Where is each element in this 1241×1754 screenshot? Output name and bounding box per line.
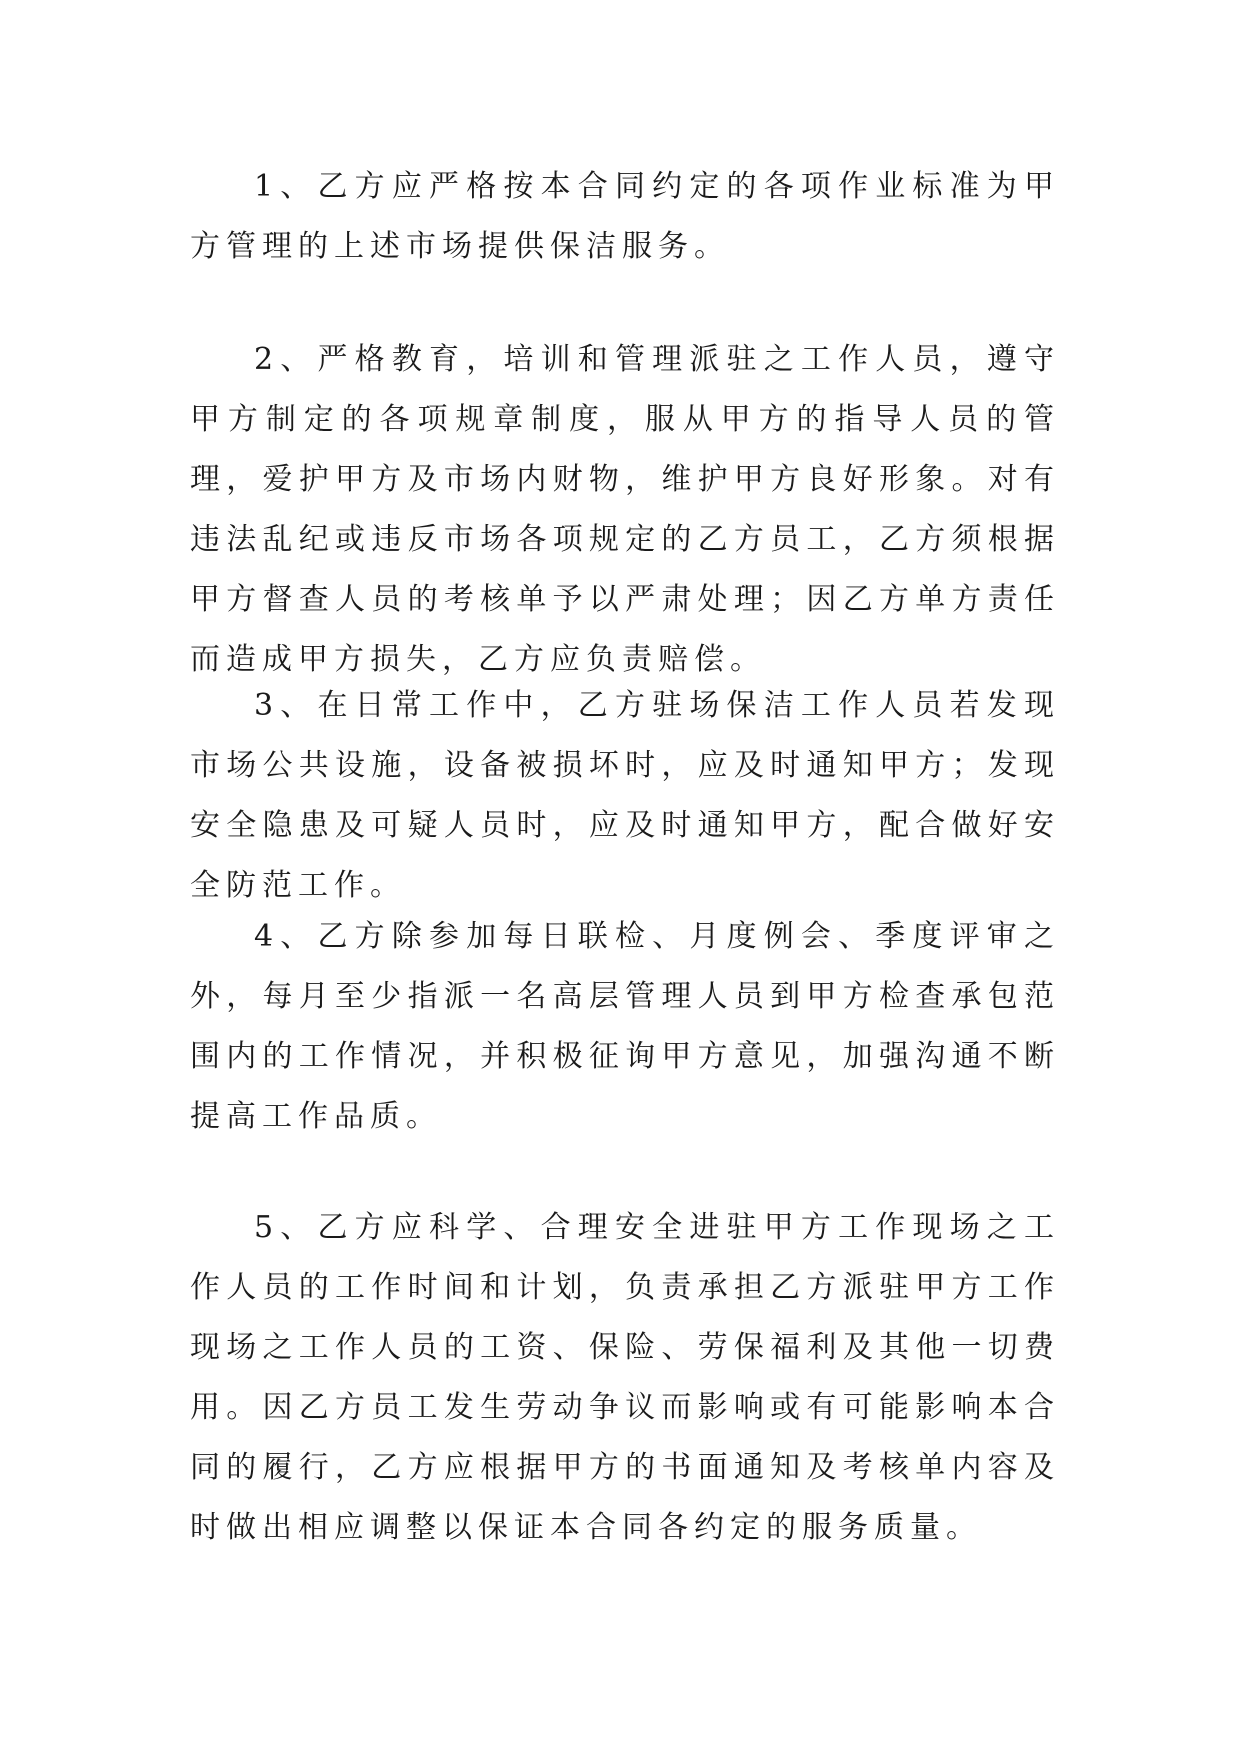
clause-2-paragraph: 2、严格教育，培训和管理派驻之工作人员，遵守甲方制定的各项规章制度，服从甲方的指导人员的管理，爱护甲方及市场内财物，维护甲方良好形象。对有违法乱纪或违反市场各项规定的乙方员工，乙方须根据甲方督查人员的考核单予以严肃处理；因乙方单方责任而造成甲方损失，乙方应负责赔偿。 — [190, 342, 1060, 677]
clause-5-paragraph: 5、乙方应科学、合理安全进驻甲方工作现场之工作人员的工作时间和计划，负责承担乙方派驻甲方工作现场之工作人员的工资、保险、劳保福利及其他一切费用。因乙方员工发生劳动争议而影响或有可能影响本合同的履行，乙方应根据甲方的书面通知及考核单内容及时做出相应调整以保证本合同各约定的服务质量。 — [190, 1210, 1060, 1545]
clause-3-paragraph: 3、在日常工作中，乙方驻场保洁工作人员若发现市场公共设施，设备被损坏时，应及时通知甲方；发现安全隐患及可疑人员时，应及时通知甲方，配合做好安全防范工作。 — [190, 688, 1060, 903]
clause-1-paragraph: 1、乙方应严格按本合同约定的各项作业标准为甲方管理的上述市场提供保洁服务。 — [190, 169, 1060, 264]
clause-4-paragraph: 4、乙方除参加每日联检、月度例会、季度评审之外，每月至少指派一名高层管理人员到甲方检查承包范围内的工作情况，并积极征询甲方意见，加强沟通不断提高工作品质。 — [190, 919, 1060, 1134]
